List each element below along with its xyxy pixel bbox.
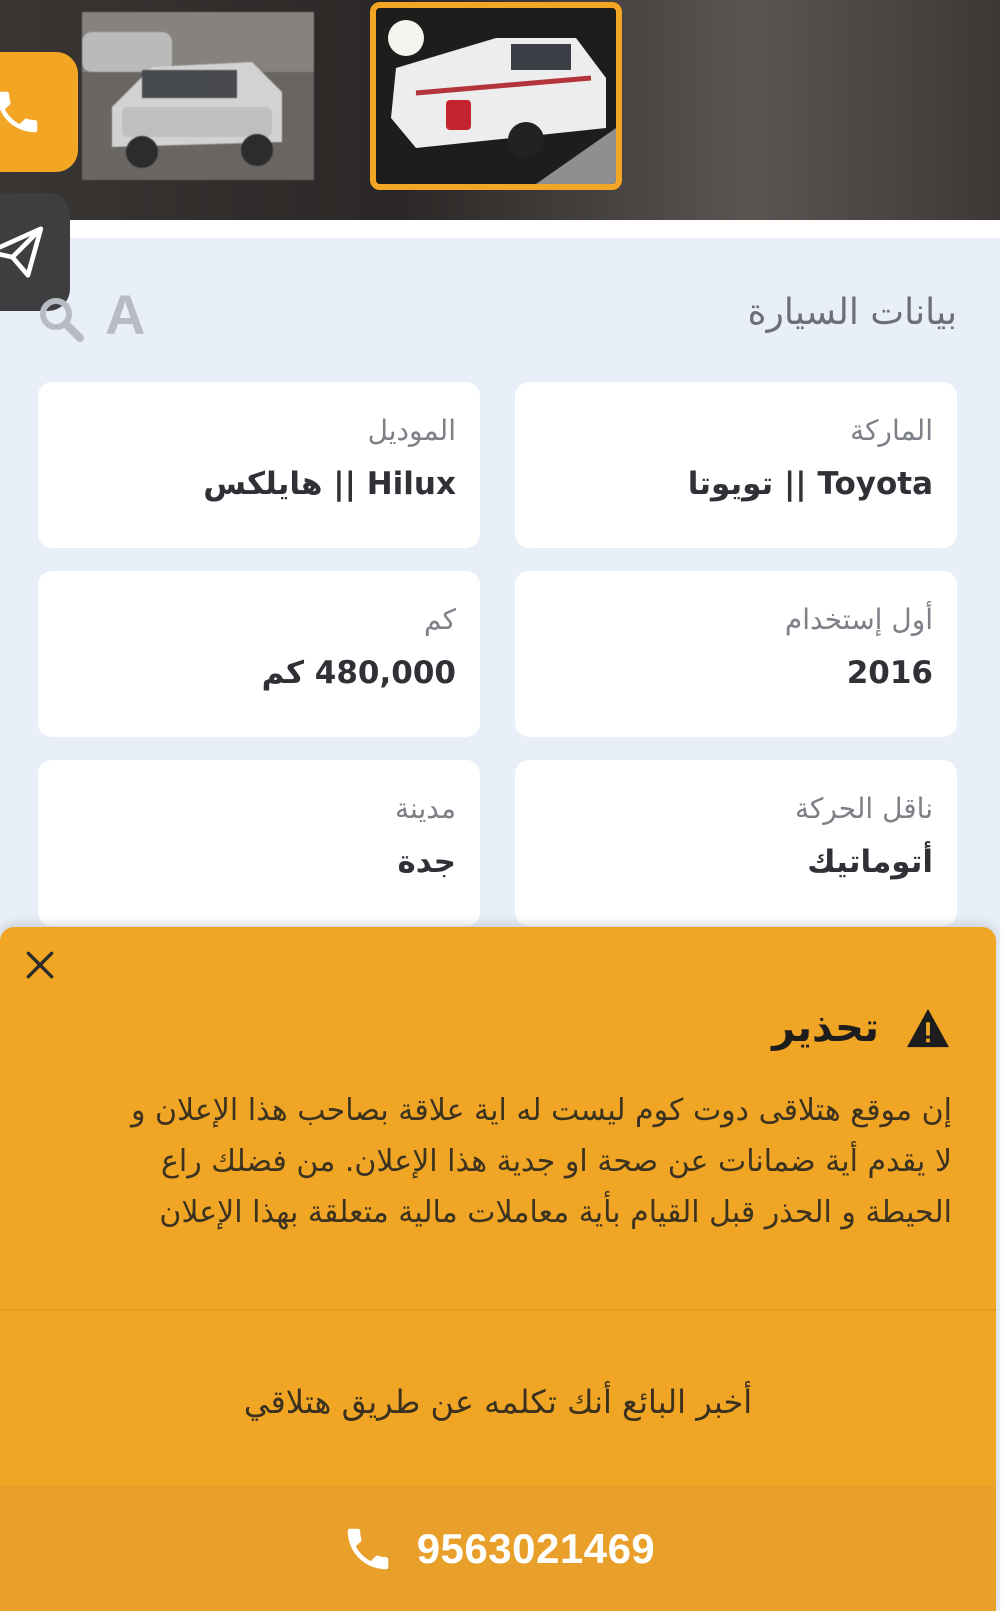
spec-card-brand	[515, 382, 957, 548]
warning-sheet	[0, 927, 996, 1611]
warning-line: لا يقدم أية ضمانات عن صحة او جدية هذا الإعلان. من فضلك راع	[161, 1144, 952, 1179]
screen-edge	[1000, 0, 1007, 1611]
gallery-thumbnail-2-selected[interactable]	[370, 2, 622, 190]
phone-icon	[0, 85, 44, 139]
spec-value: 480,000 كم	[261, 655, 456, 691]
spec-value: جدة	[397, 844, 456, 880]
spec-label: مدينة	[395, 792, 456, 825]
spec-label: الماركة	[850, 414, 933, 447]
spec-card-model	[38, 382, 480, 548]
share-floating-button[interactable]	[0, 193, 70, 311]
spec-label: كم	[424, 603, 456, 636]
spec-label: أول إستخدام	[784, 603, 933, 636]
font-size-button[interactable]: A	[105, 283, 146, 346]
phone-number: 9563021469	[416, 1524, 656, 1572]
image-gallery	[0, 0, 1000, 220]
spec-card-city	[38, 760, 480, 926]
close-icon[interactable]	[20, 945, 60, 985]
phone-icon	[341, 1522, 395, 1576]
warning-title: تحذير	[772, 1005, 879, 1051]
spec-value: Toyota || تويوتا	[687, 466, 933, 502]
call-seller-button[interactable]	[0, 1486, 996, 1611]
section-title: بيانات السيارة	[747, 292, 957, 333]
spec-value: Hilux || هايلكس	[203, 466, 456, 502]
car-photo-front	[82, 12, 314, 180]
spec-label: الموديل	[367, 414, 456, 447]
spec-card-transmission	[515, 760, 957, 926]
spec-card-first-use	[515, 571, 957, 737]
warning-line: الحيطة و الحذر قبل القيام بأية معاملات مالية متعلقة بهذا الإعلان	[159, 1195, 952, 1230]
sheet-divider	[0, 1309, 996, 1311]
gallery-divider	[0, 220, 1000, 238]
warning-triangle-icon	[905, 1007, 951, 1049]
spec-value: 2016	[846, 655, 933, 691]
tell-seller-note: أخبر البائع أنك تكلمه عن طريق هتلاقي	[243, 1383, 753, 1421]
warning-line: إن موقع هتلاقى دوت كوم ليست له اية علاقة بصاحب هذا الإعلان و	[130, 1093, 952, 1128]
call-floating-button[interactable]	[0, 52, 78, 172]
spec-label: ناقل الحركة	[795, 792, 933, 825]
car-photo-rear	[376, 8, 616, 184]
share-icon	[0, 221, 46, 283]
gallery-thumbnail-1[interactable]	[82, 12, 314, 180]
warning-header	[772, 1005, 951, 1051]
magnifier-icon[interactable]	[38, 296, 86, 344]
warning-message	[72, 1085, 952, 1238]
spec-value: أتوماتيك	[807, 844, 933, 880]
spec-card-mileage	[38, 571, 480, 737]
